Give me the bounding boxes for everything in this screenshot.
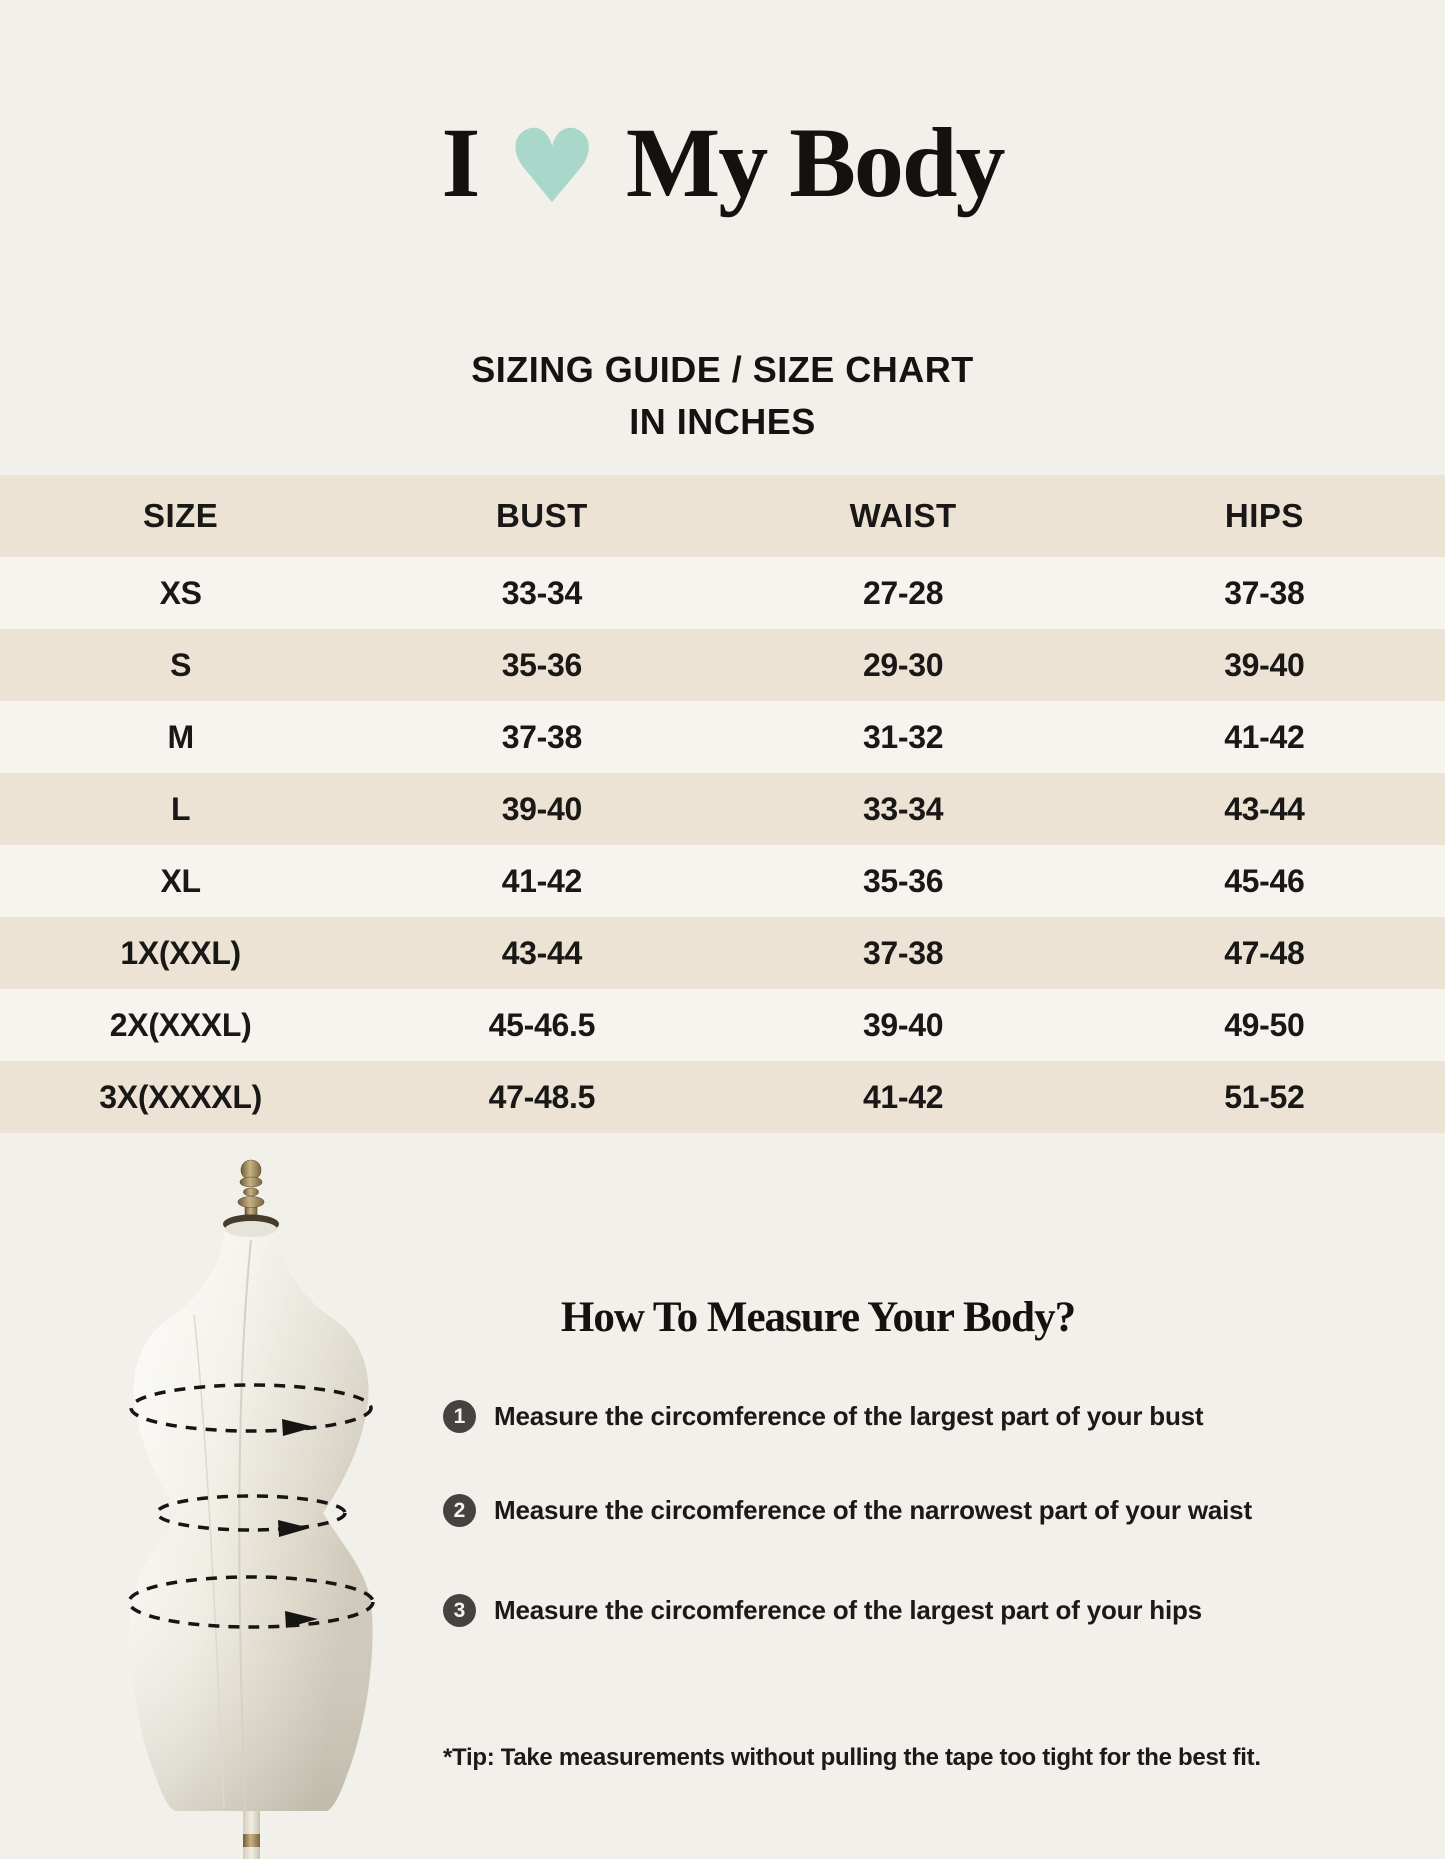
- cell-bust: 37-38: [501, 718, 583, 755]
- page-title: [0, 107, 1445, 227]
- heart-icon: ♥: [506, 108, 598, 227]
- cell-waist: 29-30: [862, 646, 944, 683]
- step-3-number-badge: 3: [443, 1594, 476, 1627]
- table-row: [0, 989, 1445, 1061]
- cell-bust: 39-40: [501, 790, 583, 827]
- cell-size: XS: [159, 574, 202, 611]
- table-row: [0, 773, 1445, 845]
- cell-bust: 47-48.5: [488, 1078, 596, 1115]
- subtitle-line-1: SIZING GUIDE / SIZE CHART: [471, 349, 974, 390]
- cell-size: 2X(XXXL): [109, 1006, 252, 1043]
- measure-section-heading: How To Measure Your Body?: [560, 1293, 1076, 1341]
- cell-bust: 33-34: [501, 574, 583, 611]
- cell-hips: 47-48: [1224, 934, 1305, 971]
- cell-waist: 33-34: [862, 790, 944, 827]
- cell-waist: 27-28: [862, 574, 944, 611]
- cell-size: XL: [160, 862, 201, 899]
- step-1-text: Measure the circomference of the largest part of your bust: [494, 1401, 1204, 1431]
- cell-size: M: [167, 718, 194, 755]
- step-3-text: Measure the circomference of the largest part of your hips: [494, 1595, 1202, 1625]
- step-2-text: Measure the circomference of the narrowest part of your waist: [494, 1495, 1252, 1525]
- table-row: [0, 629, 1445, 701]
- mannequin-body: [129, 1221, 372, 1811]
- step-1-number-badge: 1: [443, 1400, 476, 1433]
- step-2-number-badge: 2: [443, 1494, 476, 1527]
- table-row: [0, 917, 1445, 989]
- cell-size: L: [171, 790, 191, 827]
- chart-subtitle: [0, 344, 1445, 448]
- cell-waist: 35-36: [862, 862, 944, 899]
- cell-hips: 37-38: [1224, 574, 1305, 611]
- size-chart-table: [0, 475, 1445, 1133]
- column-header-hips: HIPS: [1224, 497, 1304, 534]
- cell-waist: 39-40: [862, 1006, 944, 1043]
- title-word-i: I: [441, 107, 479, 218]
- cell-bust: 41-42: [501, 862, 583, 899]
- cell-waist: 31-32: [862, 718, 944, 755]
- column-header-bust: BUST: [495, 497, 588, 534]
- cell-hips: 49-50: [1224, 1006, 1305, 1043]
- cell-bust: 35-36: [501, 646, 583, 683]
- cell-size: 3X(XXXXL): [99, 1078, 262, 1115]
- table-row: [0, 845, 1445, 917]
- cell-size: 1X(XXL): [120, 934, 241, 971]
- cell-size: S: [170, 646, 192, 683]
- cell-hips: 45-46: [1224, 862, 1305, 899]
- subtitle-line-2: IN INCHES: [629, 401, 816, 442]
- cell-hips: 51-52: [1224, 1078, 1305, 1115]
- measure-tip: *Tip: Take measurements without pulling the tape too tight for the best fit.: [443, 1744, 1261, 1771]
- cell-waist: 41-42: [862, 1078, 944, 1115]
- size-chart-body: [0, 557, 1445, 1133]
- mannequin-image: [88, 1150, 430, 1859]
- cell-hips: 41-42: [1224, 718, 1305, 755]
- cell-hips: 39-40: [1224, 646, 1305, 683]
- measure-step-2: [443, 1494, 1252, 1527]
- column-header-size: SIZE: [142, 497, 219, 534]
- measure-step-3: [443, 1594, 1202, 1627]
- cell-bust: 43-44: [501, 934, 583, 971]
- cell-bust: 45-46.5: [488, 1006, 596, 1043]
- title-word-my-body: My Body: [625, 107, 1004, 218]
- table-header-row: [0, 475, 1445, 557]
- table-row: [0, 1061, 1445, 1133]
- column-header-waist: WAIST: [849, 497, 957, 534]
- measure-step-1: [443, 1400, 1203, 1433]
- table-row: [0, 557, 1445, 629]
- cell-hips: 43-44: [1224, 790, 1305, 827]
- table-row: [0, 701, 1445, 773]
- cell-waist: 37-38: [862, 934, 944, 971]
